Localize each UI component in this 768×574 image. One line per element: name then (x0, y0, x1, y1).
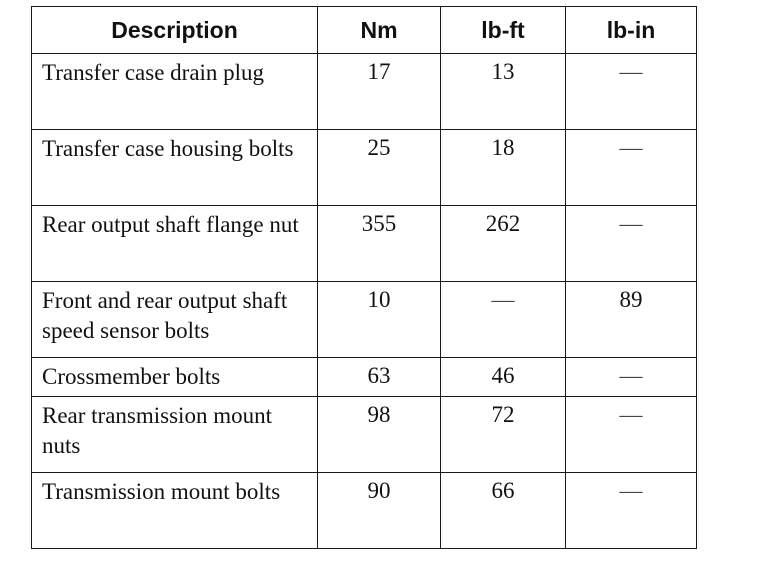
dash-mark: — (619, 478, 643, 503)
header-row (32, 7, 697, 54)
lb-in-cell (566, 130, 697, 206)
header-lb-in: lb-in (566, 7, 697, 54)
header-lb-ft: lb-ft (441, 7, 566, 54)
nm-cell: 25 (318, 130, 441, 206)
header-description: Description (32, 7, 318, 54)
nm-cell: 98 (318, 397, 441, 473)
description-cell: Transfer case housing bolts (32, 130, 318, 206)
lb-ft-cell (441, 282, 566, 358)
nm-cell: 90 (318, 473, 441, 549)
dash-mark: — (619, 135, 643, 160)
table-row (32, 358, 697, 397)
nm-cell: 10 (318, 282, 441, 358)
lb-in-cell (566, 206, 697, 282)
torque-spec-table (31, 6, 697, 549)
dash-mark: — (491, 287, 515, 312)
table-row (32, 54, 697, 130)
lb-ft-cell: 262 (441, 206, 566, 282)
dash-mark: — (619, 211, 643, 236)
lb-ft-cell: 18 (441, 130, 566, 206)
lb-in-cell (566, 54, 697, 130)
dash-mark: — (619, 59, 643, 84)
lb-in-cell (566, 358, 697, 397)
lb-ft-cell: 66 (441, 473, 566, 549)
lb-ft-cell: 46 (441, 358, 566, 397)
description-cell: Front and rear output shaft speed sensor bolts (32, 282, 318, 358)
header-nm: Nm (318, 7, 441, 54)
dash-mark: — (619, 363, 643, 388)
description-cell: Crossmember bolts (32, 358, 318, 397)
table-row (32, 282, 697, 358)
nm-cell: 355 (318, 206, 441, 282)
nm-cell: 17 (318, 54, 441, 130)
dash-mark: — (619, 402, 643, 427)
table-row (32, 206, 697, 282)
description-cell: Rear output shaft flange nut (32, 206, 318, 282)
description-cell: Transfer case drain plug (32, 54, 318, 130)
description-cell: Transmission mount bolts (32, 473, 318, 549)
lb-ft-cell: 72 (441, 397, 566, 473)
table-row (32, 130, 697, 206)
lb-in-cell (566, 397, 697, 473)
lb-in-cell (566, 473, 697, 549)
lb-in-cell: 89 (566, 282, 697, 358)
table-row (32, 473, 697, 549)
lb-ft-cell: 13 (441, 54, 566, 130)
table-row (32, 397, 697, 473)
nm-cell: 63 (318, 358, 441, 397)
description-cell: Rear transmission mount nuts (32, 397, 318, 473)
